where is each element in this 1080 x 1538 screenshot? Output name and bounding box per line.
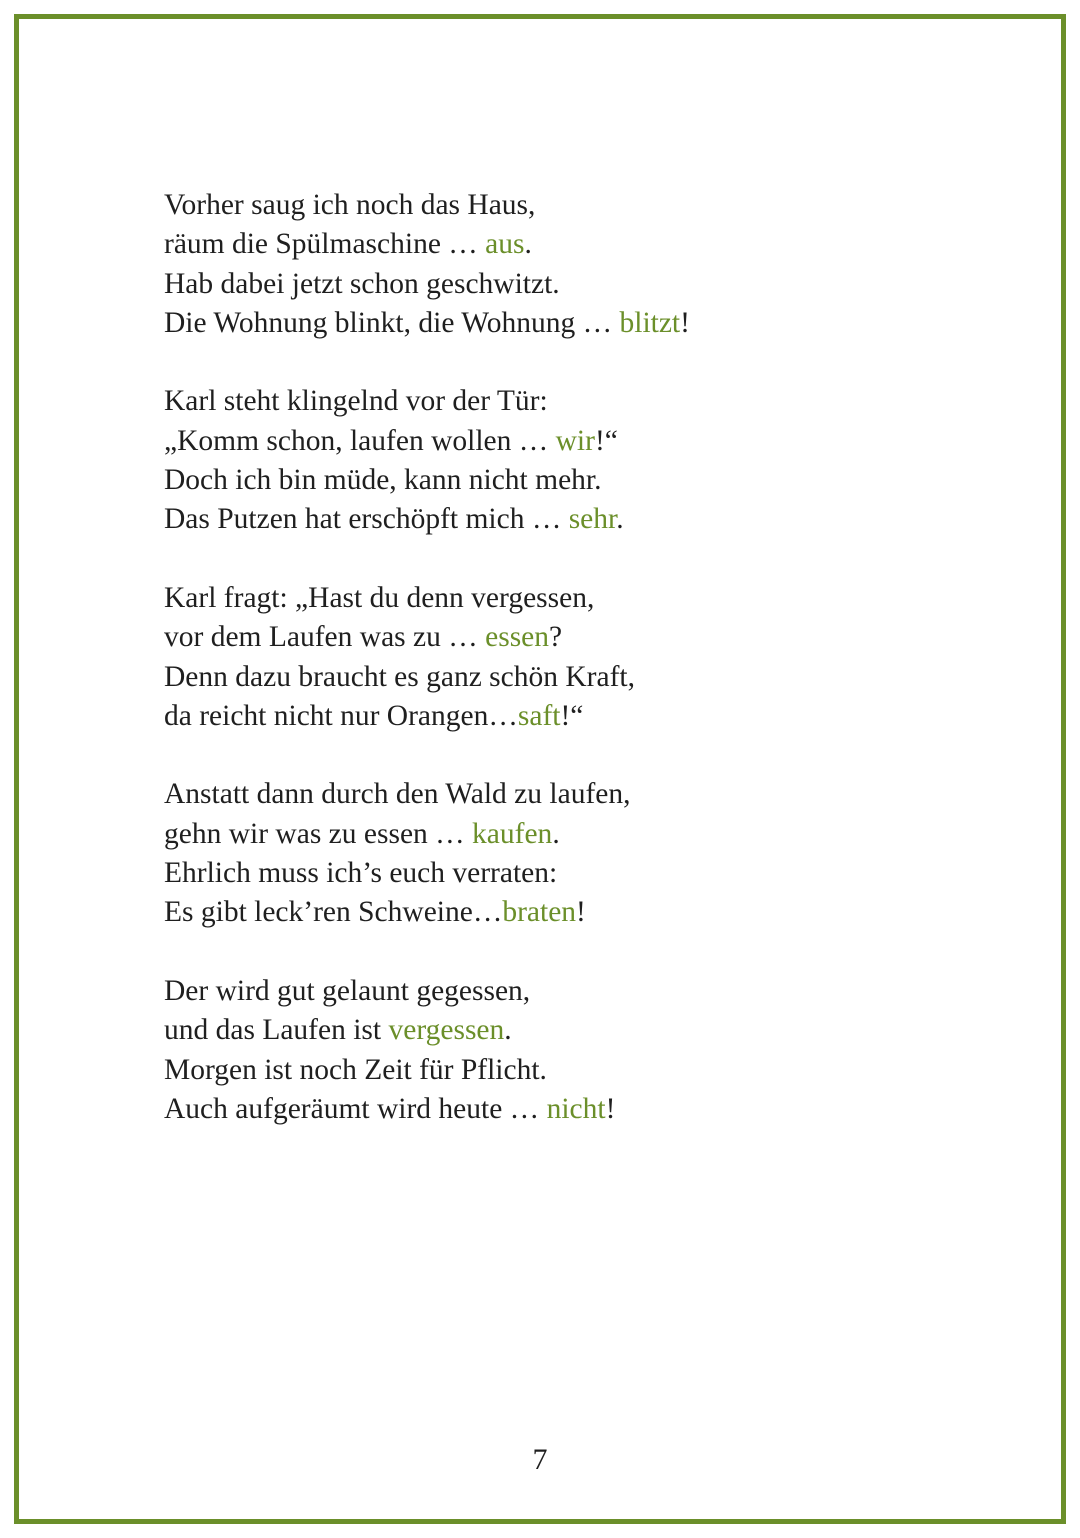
poem-line [164, 893, 964, 932]
line-text: Das Putzen hat erschöpft mich … [164, 503, 569, 536]
stanza [164, 579, 964, 736]
poem-line [164, 265, 964, 304]
rhyme-word: nicht [546, 1092, 606, 1125]
line-text: vor dem Laufen was zu … [164, 621, 486, 654]
stanza [164, 186, 964, 343]
line-text: gehn wir was zu essen … [164, 817, 473, 850]
line-text: „Komm schon, laufen wollen … [164, 424, 556, 457]
line-end: . [552, 817, 560, 850]
poem-line [164, 775, 964, 814]
rhyme-word: aus [485, 228, 525, 261]
line-end: ! [680, 306, 690, 339]
poem-line [164, 186, 964, 225]
poem [164, 186, 964, 1168]
line-end: ? [549, 621, 563, 654]
poem-line [164, 697, 964, 736]
line-text: da reicht nicht nur Orangen… [164, 699, 518, 732]
poem-line [164, 422, 964, 461]
line-end: ! [576, 896, 586, 929]
poem-line [164, 500, 964, 539]
line-text: Ehrlich muss ich’s euch verraten: [164, 857, 558, 890]
line-end: !“ [594, 424, 618, 457]
line-text: Hab dabei jetzt schon geschwitzt. [164, 267, 560, 300]
line-text: Morgen ist noch Zeit für Pflicht. [164, 1053, 547, 1086]
line-text: Der wird gut gelaunt gegessen, [164, 974, 531, 1007]
line-text: Die Wohnung blinkt, die Wohnung … [164, 306, 620, 339]
poem-line [164, 658, 964, 697]
line-text: Doch ich bin müde, kann nicht mehr. [164, 464, 602, 497]
stanza [164, 382, 964, 539]
line-end: . [524, 228, 532, 261]
line-text: Auch aufgeräumt wird heute … [164, 1092, 547, 1125]
poem-line [164, 304, 964, 343]
poem-line [164, 1011, 964, 1050]
poem-line [164, 461, 964, 500]
rhyme-word: essen [485, 621, 550, 654]
stanza [164, 775, 964, 932]
line-end: . [504, 1014, 512, 1047]
page-number: 7 [532, 1443, 548, 1476]
line-text: Karl steht klingelnd vor der Tür: [164, 385, 548, 418]
line-text: Vorher saug ich noch das Haus, [164, 189, 536, 221]
rhyme-word: kaufen [472, 817, 553, 850]
poem-line [164, 815, 964, 854]
rhyme-word: vergessen [388, 1014, 505, 1047]
poem-line [164, 618, 964, 657]
line-text: Denn dazu braucht es ganz schön Kraft, [164, 660, 635, 693]
rhyme-word: blitzt [619, 306, 681, 339]
rhyme-word: braten [502, 896, 577, 929]
poem-line [164, 854, 964, 893]
line-end: ! [605, 1092, 616, 1125]
rhyme-word: wir [555, 424, 595, 457]
poem-line [164, 1090, 964, 1129]
line-text: Anstatt dann durch den Wald zu laufen, [164, 778, 631, 811]
line-text: Es gibt leck’ren Schweine… [164, 896, 503, 929]
line-text: Karl fragt: „Hast du denn vergessen, [164, 581, 595, 614]
line-text: und das Laufen ist [164, 1014, 389, 1047]
line-end: !“ [560, 699, 584, 732]
rhyme-word: sehr [568, 503, 617, 536]
poem-line [164, 972, 964, 1011]
poem-line [164, 382, 964, 421]
poem-line [164, 579, 964, 618]
line-end: . [616, 503, 624, 536]
line-text: räum die Spülmaschine … [164, 228, 486, 261]
poem-line [164, 225, 964, 264]
poem-line [164, 1051, 964, 1090]
stanza [164, 972, 964, 1129]
rhyme-word: saft [517, 699, 561, 732]
